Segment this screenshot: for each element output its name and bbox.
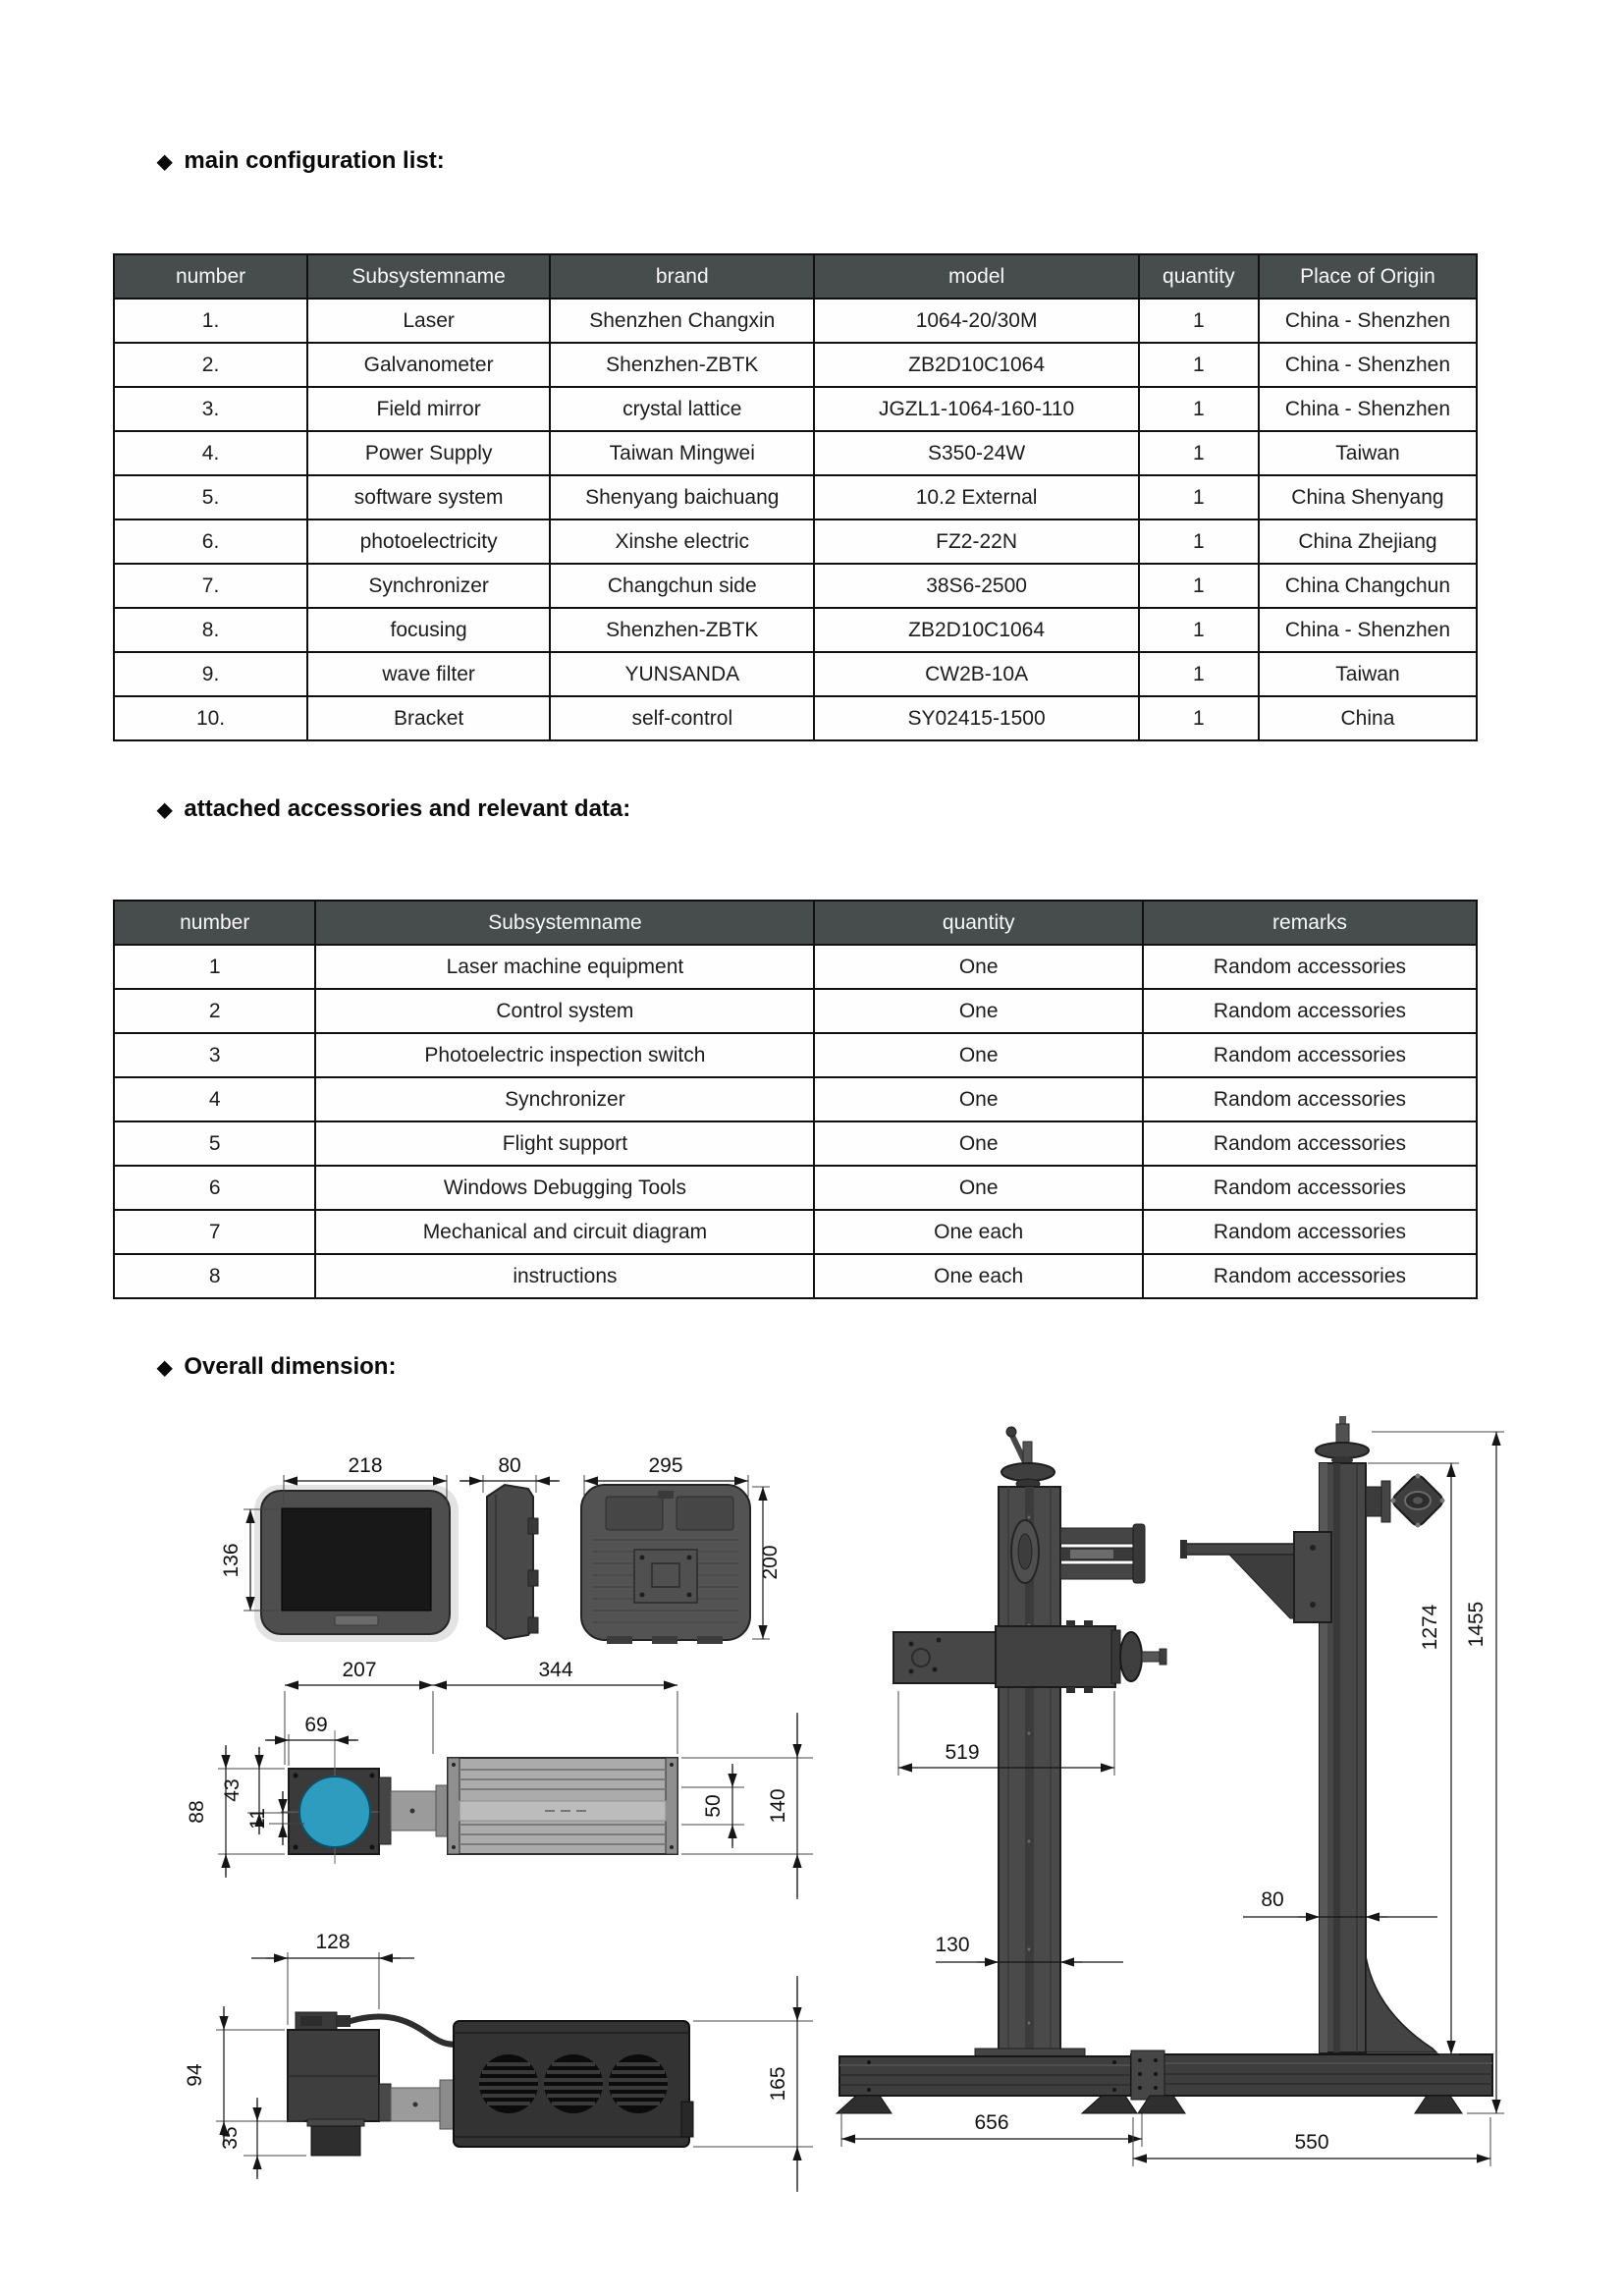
column-header: number <box>114 254 307 299</box>
table-cell: 4. <box>114 431 307 475</box>
table-cell: One <box>814 945 1143 989</box>
marking-head-top-view <box>186 1659 813 1899</box>
stand-base <box>839 2056 1144 2096</box>
table-header-row <box>114 254 1477 299</box>
table-cell: wave filter <box>307 652 550 696</box>
crank-wheel <box>1001 1463 1055 1481</box>
heading-text-dimension: Overall dimension: <box>184 1353 397 1380</box>
table-cell: 8 <box>114 1254 315 1298</box>
table-cell: CW2B-10A <box>814 652 1138 696</box>
diamond-bullet-icon: ◆ <box>157 151 173 173</box>
dim-label-column-height: 1274 <box>1419 1604 1441 1651</box>
lens <box>299 1777 370 1847</box>
table-cell: Photoelectric inspection switch <box>315 1033 814 1077</box>
heading-text-config: main configuration list: <box>184 147 445 174</box>
dim-label-rail-length: 344 <box>538 1659 573 1681</box>
table-row <box>114 989 1477 1033</box>
lens-barrel <box>311 2126 360 2156</box>
table-cell: 6 <box>114 1166 315 1210</box>
table-cell: software system <box>307 475 550 519</box>
dim-label-panel-side-width: 80 <box>498 1454 521 1477</box>
dimension-drawings <box>0 1414 1623 2296</box>
table-cell: 8. <box>114 608 307 652</box>
table-cell: 1 <box>1139 519 1259 564</box>
panel-side-view <box>460 1454 560 1639</box>
stand-foot <box>837 2096 892 2113</box>
table-cell: One <box>814 989 1143 1033</box>
table-cell: YUNSANDA <box>550 652 814 696</box>
diamond-bullet-icon: ◆ <box>157 1357 173 1379</box>
table-cell: 1. <box>114 299 307 343</box>
table-cell: Field mirror <box>307 387 550 431</box>
dim-rail-length <box>433 1659 677 1754</box>
dim-label-head-height: 88 <box>186 1800 208 1824</box>
table-cell: Random accessories <box>1143 1033 1477 1077</box>
table-row <box>114 343 1477 387</box>
column-header: number <box>114 901 315 945</box>
fan-grills <box>479 2054 668 2113</box>
table-row <box>114 1121 1477 1166</box>
slider-plate <box>893 1632 998 1683</box>
table-cell: China Zhejiang <box>1259 519 1477 564</box>
section-heading-accessories <box>157 795 630 823</box>
table-cell: Random accessories <box>1143 1166 1477 1210</box>
table-cell: instructions <box>315 1254 814 1298</box>
stand-foot <box>1082 2096 1137 2113</box>
dim-label-head-side-width: 128 <box>315 1931 351 1953</box>
dim-label-head-side-height: 94 <box>184 2063 206 2087</box>
dim-label-panel-front-width: 218 <box>348 1454 383 1477</box>
table-cell: JGZL1-1064-160-110 <box>814 387 1138 431</box>
table-cell: 7 <box>114 1210 315 1254</box>
table-row <box>114 475 1477 519</box>
column-header: quantity <box>1139 254 1259 299</box>
table-cell: China - Shenzhen <box>1259 299 1477 343</box>
dim-label-body-height: 165 <box>767 2066 789 2102</box>
dim-lens-plate-width <box>265 1714 358 1766</box>
table-cell: ZB2D10C1064 <box>814 608 1138 652</box>
table-cell: China - Shenzhen <box>1259 608 1477 652</box>
table-cell: One <box>814 1033 1143 1077</box>
table-cell: 1 <box>1139 299 1259 343</box>
column-header: remarks <box>1143 901 1477 945</box>
table-cell: Synchronizer <box>315 1077 814 1121</box>
section-heading-dimension <box>157 1353 396 1381</box>
table-row <box>114 696 1477 740</box>
table-row <box>114 608 1477 652</box>
table-cell: 3. <box>114 387 307 431</box>
adjust-knob <box>1120 1632 1142 1681</box>
table-cell: FZ2-22N <box>814 519 1138 564</box>
table-cell: 2. <box>114 343 307 387</box>
table-cell: Galvanometer <box>307 343 550 387</box>
column-header: Subsystemname <box>315 901 814 945</box>
table-cell: 1 <box>1139 564 1259 608</box>
table-cell: focusing <box>307 608 550 652</box>
dim-label-base-depth: 550 <box>1294 2131 1329 2154</box>
table-row <box>114 299 1477 343</box>
panel-front-view <box>220 1454 459 1642</box>
table-cell: Bracket <box>307 696 550 740</box>
column-header: brand <box>550 254 814 299</box>
column-header: Subsystemname <box>307 254 550 299</box>
table-cell: Shenzhen Changxin <box>550 299 814 343</box>
column-header: model <box>814 254 1138 299</box>
table-cell: 10. <box>114 696 307 740</box>
stand-base-side <box>1131 2054 1492 2096</box>
panel-back-view <box>581 1454 782 1644</box>
stand-side-view <box>1131 1416 1504 2166</box>
dim-head-offset <box>285 1659 433 1765</box>
table-cell: 5 <box>114 1121 315 1166</box>
table-cell: Random accessories <box>1143 989 1477 1033</box>
table-cell: Control system <box>315 989 814 1033</box>
table-cell: Taiwan <box>1259 431 1477 475</box>
dim-label-panel-back-height: 200 <box>759 1545 782 1580</box>
table-cell: China Shenyang <box>1259 475 1477 519</box>
table-cell: China - Shenzhen <box>1259 387 1477 431</box>
table-cell: 1 <box>1139 652 1259 696</box>
table-cell: 4 <box>114 1077 315 1121</box>
config-table <box>113 253 1478 741</box>
table-cell: Shenyang baichuang <box>550 475 814 519</box>
table-cell: Random accessories <box>1143 1254 1477 1298</box>
table-cell: Windows Debugging Tools <box>315 1166 814 1210</box>
table-cell: Synchronizer <box>307 564 550 608</box>
table-cell: 38S6-2500 <box>814 564 1138 608</box>
table-cell: 9. <box>114 652 307 696</box>
table-cell: 3 <box>114 1033 315 1077</box>
table-header-row <box>114 901 1477 945</box>
table-cell: 1 <box>1139 608 1259 652</box>
heading-text-accessories: attached accessories and relevant data: <box>184 795 631 822</box>
marking-head-side-view <box>184 1931 813 2192</box>
column-header: quantity <box>814 901 1143 945</box>
dim-label-barrel-height: 35 <box>219 2126 242 2150</box>
dim-panel-back-height <box>752 1487 782 1639</box>
dim-label-head-offset: 207 <box>342 1659 377 1681</box>
dim-label-panel-front-height: 136 <box>220 1543 243 1578</box>
table-cell: 5. <box>114 475 307 519</box>
table-cell: One <box>814 1166 1143 1210</box>
table-cell: Flight support <box>315 1121 814 1166</box>
table-cell: 1 <box>1139 431 1259 475</box>
table-cell: One each <box>814 1254 1143 1298</box>
config-table-wrap <box>113 253 1478 741</box>
dim-label-total-height: 1455 <box>1465 1601 1488 1648</box>
table-cell: Taiwan Mingwei <box>550 431 814 475</box>
table-cell: photoelectricity <box>307 519 550 564</box>
table-cell: Random accessories <box>1143 1121 1477 1166</box>
dim-head-height <box>186 1745 285 1878</box>
table-cell: China - Shenzhen <box>1259 343 1477 387</box>
table-row <box>114 1077 1477 1121</box>
dim-label-base-width: 656 <box>974 2111 1009 2134</box>
table-cell: 2 <box>114 989 315 1033</box>
table-cell: self-control <box>550 696 814 740</box>
dim-label-lens-lower-offset: 11 <box>246 1808 269 1830</box>
table-cell: ZB2D10C1064 <box>814 343 1138 387</box>
table-row <box>114 1210 1477 1254</box>
table-cell: Random accessories <box>1143 1077 1477 1121</box>
dim-label-rail-core-height: 50 <box>702 1794 725 1818</box>
table-row <box>114 519 1477 564</box>
table-cell: 1 <box>1139 475 1259 519</box>
table-cell: S350-24W <box>814 431 1138 475</box>
dim-base-width <box>841 2111 1142 2147</box>
table-cell: 1 <box>1139 387 1259 431</box>
table-row <box>114 387 1477 431</box>
column-header: Place of Origin <box>1259 254 1477 299</box>
stand-foot <box>1415 2096 1462 2113</box>
dim-rail-core-height <box>681 1764 744 1848</box>
dim-head-side-height <box>184 2006 304 2145</box>
table-cell: Random accessories <box>1143 1210 1477 1254</box>
table-cell: Xinshe electric <box>550 519 814 564</box>
dim-label-column-depth: 80 <box>1261 1888 1284 1911</box>
table-cell: 1 <box>114 945 315 989</box>
table-row <box>114 1254 1477 1298</box>
table-cell: crystal lattice <box>550 387 814 431</box>
table-cell: 1 <box>1139 696 1259 740</box>
table-cell: Shenzhen-ZBTK <box>550 343 814 387</box>
table-cell: 6. <box>114 519 307 564</box>
table-cell: 10.2 External <box>814 475 1138 519</box>
section-heading-config <box>157 147 445 175</box>
dim-base-depth <box>1133 2117 1490 2166</box>
diamond-bullet-icon: ◆ <box>157 799 173 821</box>
dim-label-lens-center-offset: 43 <box>221 1778 243 1802</box>
dim-label-arm-span: 519 <box>945 1741 980 1764</box>
stand-front-view <box>837 1427 1166 2147</box>
table-cell: Taiwan <box>1259 652 1477 696</box>
panel-screen <box>282 1508 431 1611</box>
table-row <box>114 564 1477 608</box>
table-cell: China Changchun <box>1259 564 1477 608</box>
table-cell: One <box>814 1121 1143 1166</box>
table-cell: 1064-20/30M <box>814 299 1138 343</box>
dim-head-side-width <box>251 1931 414 2025</box>
table-cell: Changchun side <box>550 564 814 608</box>
table-cell: 1 <box>1139 343 1259 387</box>
table-cell: 7. <box>114 564 307 608</box>
table-row <box>114 431 1477 475</box>
table-cell: Mechanical and circuit diagram <box>315 1210 814 1254</box>
table-cell: One each <box>814 1210 1143 1254</box>
dim-label-rail-height: 140 <box>767 1788 789 1824</box>
table-cell: Shenzhen-ZBTK <box>550 608 814 652</box>
table-cell: SY02415-1500 <box>814 696 1138 740</box>
table-cell: Laser <box>307 299 550 343</box>
table-row <box>114 945 1477 989</box>
dim-label-column-width: 130 <box>935 1934 970 1956</box>
table-cell: Power Supply <box>307 431 550 475</box>
dim-body-height <box>693 1976 813 2192</box>
table-row <box>114 1166 1477 1210</box>
table-cell: Laser machine equipment <box>315 945 814 989</box>
dim-label-lens-plate-width: 69 <box>304 1714 328 1736</box>
crank-wheel <box>1316 1443 1369 1458</box>
table-row <box>114 1033 1477 1077</box>
slider-bar <box>996 1626 1115 1687</box>
dim-column-height <box>1368 1463 1459 2054</box>
accessories-table-wrap <box>113 900 1478 1299</box>
accessories-table <box>113 900 1478 1299</box>
table-cell: Random accessories <box>1143 945 1477 989</box>
table-cell: One <box>814 1077 1143 1121</box>
table-row <box>114 652 1477 696</box>
dim-label-panel-back-width: 295 <box>648 1454 683 1477</box>
table-cell: China <box>1259 696 1477 740</box>
